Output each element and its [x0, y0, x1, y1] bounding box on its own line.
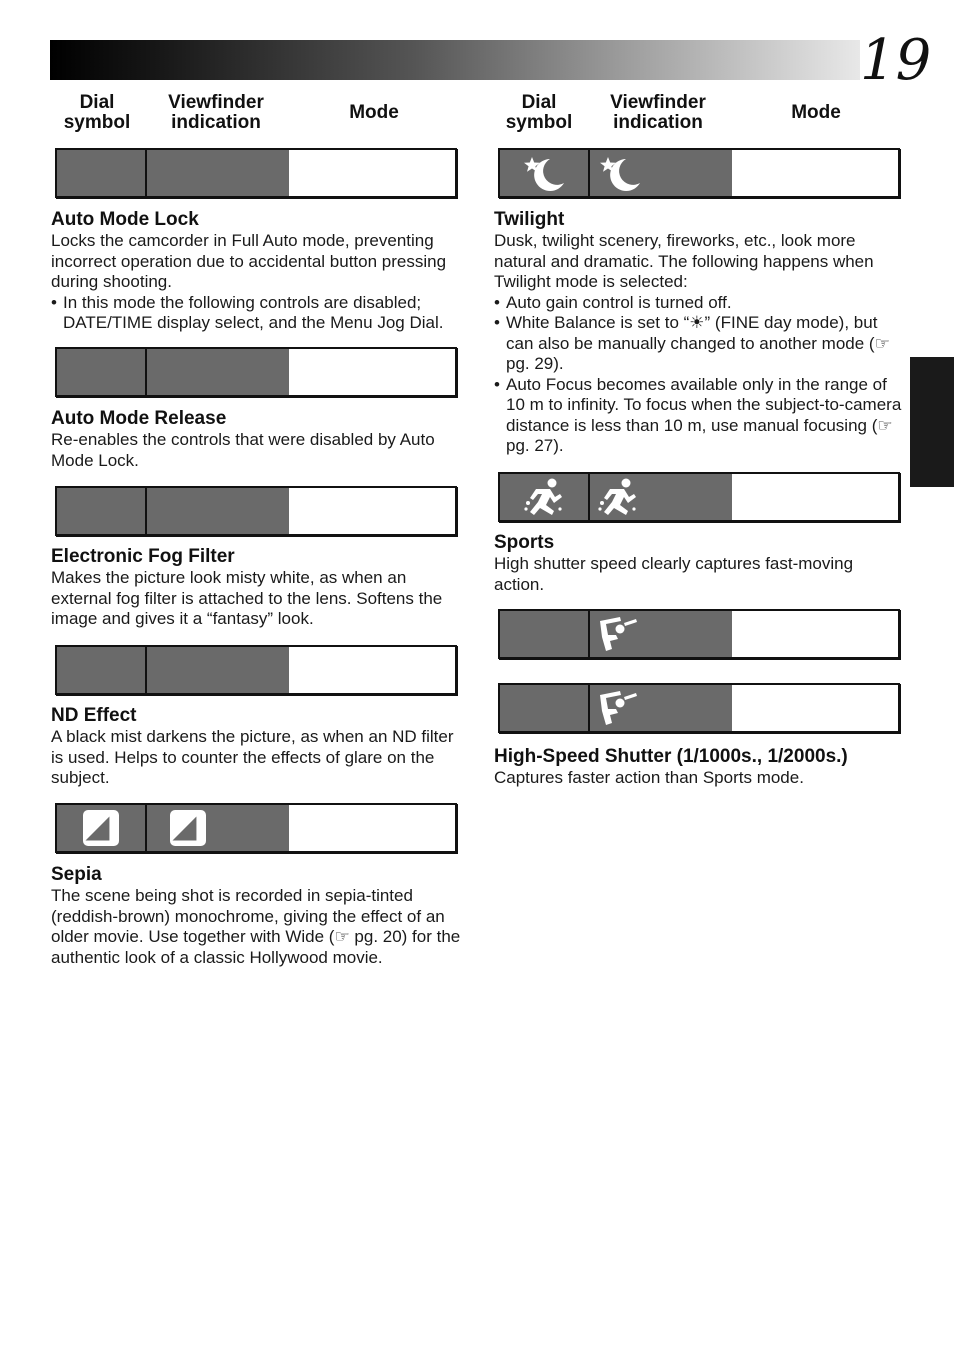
section-title-nd-effect: ND Effect [51, 705, 137, 726]
bullet-item: • Auto Focus becomes available only in the range of 10 m to infinity. To focus when the subject-to-camera distance is less than 10 m, use manual focusing (☞ pg. 27). [494, 375, 908, 457]
moon-star-icon [596, 153, 644, 193]
col-header-mode-left: Mode [349, 102, 399, 123]
col-header-viewfinder-left: Viewfinder indication [168, 92, 264, 133]
viewfinder-cell [147, 647, 289, 693]
bullet-text: White Balance is set to “☀” (FINE day mode), but can also be manually changed to another mode (☞ pg. 29). [506, 313, 890, 373]
body-text: Dusk, twilight scenery, fireworks, etc., look more natural and dramatic. The following happens when Twilight mode is selected: [494, 231, 874, 291]
section-title-high-speed: High-Speed Shutter (1/1000s., 1/2000s.) [494, 746, 848, 767]
section-title-fog-filter: Electronic Fog Filter [51, 546, 235, 567]
section-body-twilight [494, 231, 908, 457]
body-text: Captures faster action than Sports mode. [494, 768, 804, 787]
section-body-sports [494, 554, 904, 595]
section-body-sepia [51, 886, 463, 968]
bullet-item: • White Balance is set to “☀” (FINE day mode), but can also be manually changed to another mode (☞ pg. 29). [494, 313, 908, 375]
dial-cell [500, 150, 590, 196]
col-header-viewfinder-right: Viewfinder indication [610, 92, 706, 133]
dial-cell [57, 488, 147, 534]
bullet-text: Auto gain control is turned off. [506, 292, 732, 312]
mode-row-sports [498, 472, 900, 522]
section-body-auto-mode-release [51, 430, 461, 471]
col-header-mode-right: Mode [791, 102, 841, 123]
mode-cell [732, 150, 898, 196]
page-number: 19 [860, 28, 932, 93]
mode-cell [289, 349, 455, 395]
dial-cell [57, 349, 147, 395]
section-body-fog-filter [51, 568, 461, 630]
bullet-item: • In this mode the following controls are disabled; DATE/TIME display select, and the Menu Jog Dial. [51, 293, 461, 334]
chapter-side-tab [910, 357, 954, 487]
dial-cell [57, 805, 147, 851]
mode-row-high-speed-2 [498, 683, 900, 733]
mode-row-nd-effect [55, 645, 457, 695]
section-title-twilight: Twilight [494, 209, 565, 230]
dial-cell [57, 647, 147, 693]
bullet-text: Auto Focus becomes available only in the range of 10 m to infinity. To focus when the subject-to-camera distance is less than 10 m, use manual focusing (☞ pg. 27). [506, 374, 902, 455]
dial-cell [500, 611, 590, 657]
mode-cell [289, 150, 455, 196]
mode-cell [732, 611, 898, 657]
mode-cell [732, 685, 898, 731]
mode-cell [289, 647, 455, 693]
body-text: High shutter speed clearly captures fast-moving action. [494, 554, 854, 594]
body-text: Re-enables the controls that were disabled by Auto Mode Lock. [51, 430, 435, 470]
mode-row-auto-release [55, 347, 457, 397]
viewfinder-cell [147, 349, 289, 395]
body-text: A black mist darkens the picture, as when an ND filter is used. Helps to counter the effects of glare on the subject. [51, 727, 454, 787]
section-title-auto-mode-release: Auto Mode Release [51, 408, 227, 429]
section-title-sepia: Sepia [51, 864, 102, 885]
viewfinder-cell [147, 488, 289, 534]
sepia-icon [169, 809, 207, 847]
mode-row-sepia [55, 803, 457, 853]
viewfinder-cell [590, 474, 732, 520]
bullet-item: • Auto gain control is turned off. [494, 293, 908, 314]
mode-cell [289, 805, 455, 851]
body-text: Makes the picture look misty white, as when an external fog filter is attached to the lens. Softens the image and gives it a “fantasy” look. [51, 568, 443, 628]
body-text: The scene being shot is recorded in sepia-tinted (reddish-brown) monochrome, giving the effect of an older movie. Use together with Wide (☞ pg. 20) for the authentic look of a classic Hollywood movie. [51, 886, 461, 967]
viewfinder-cell [590, 611, 732, 657]
runner-icon [596, 477, 640, 517]
mode-row-fog-filter [55, 486, 457, 536]
col-header-dial-left: Dial symbol [63, 92, 131, 133]
golfer-icon [596, 613, 640, 655]
section-body-auto-mode-lock [51, 231, 461, 334]
mode-row-auto-lock [55, 148, 457, 198]
runner-icon [522, 477, 566, 517]
moon-star-icon [520, 153, 568, 193]
col-header-dial-right: Dial symbol [505, 92, 573, 133]
header-gradient-bar [50, 40, 860, 80]
mode-row-high-speed-1 [498, 609, 900, 659]
section-title-sports: Sports [494, 532, 555, 553]
golfer-icon [596, 687, 640, 729]
section-body-high-speed [494, 768, 904, 789]
dial-cell [500, 685, 590, 731]
viewfinder-cell [147, 805, 289, 851]
viewfinder-cell [590, 150, 732, 196]
section-title-auto-mode-lock: Auto Mode Lock [51, 209, 199, 230]
dial-cell [500, 474, 590, 520]
viewfinder-cell [147, 150, 289, 196]
body-text: Locks the camcorder in Full Auto mode, preventing incorrect operation due to accidental button pressing during shooting. [51, 231, 447, 291]
bullet-text: In this mode the following controls are disabled; DATE/TIME display select, and the Menu Jog Dial. [63, 292, 444, 332]
mode-cell [289, 488, 455, 534]
mode-row-twilight [498, 148, 900, 198]
sepia-icon [82, 809, 120, 847]
mode-cell [732, 474, 898, 520]
viewfinder-cell [590, 685, 732, 731]
section-body-nd-effect [51, 727, 463, 789]
dial-cell [57, 150, 147, 196]
